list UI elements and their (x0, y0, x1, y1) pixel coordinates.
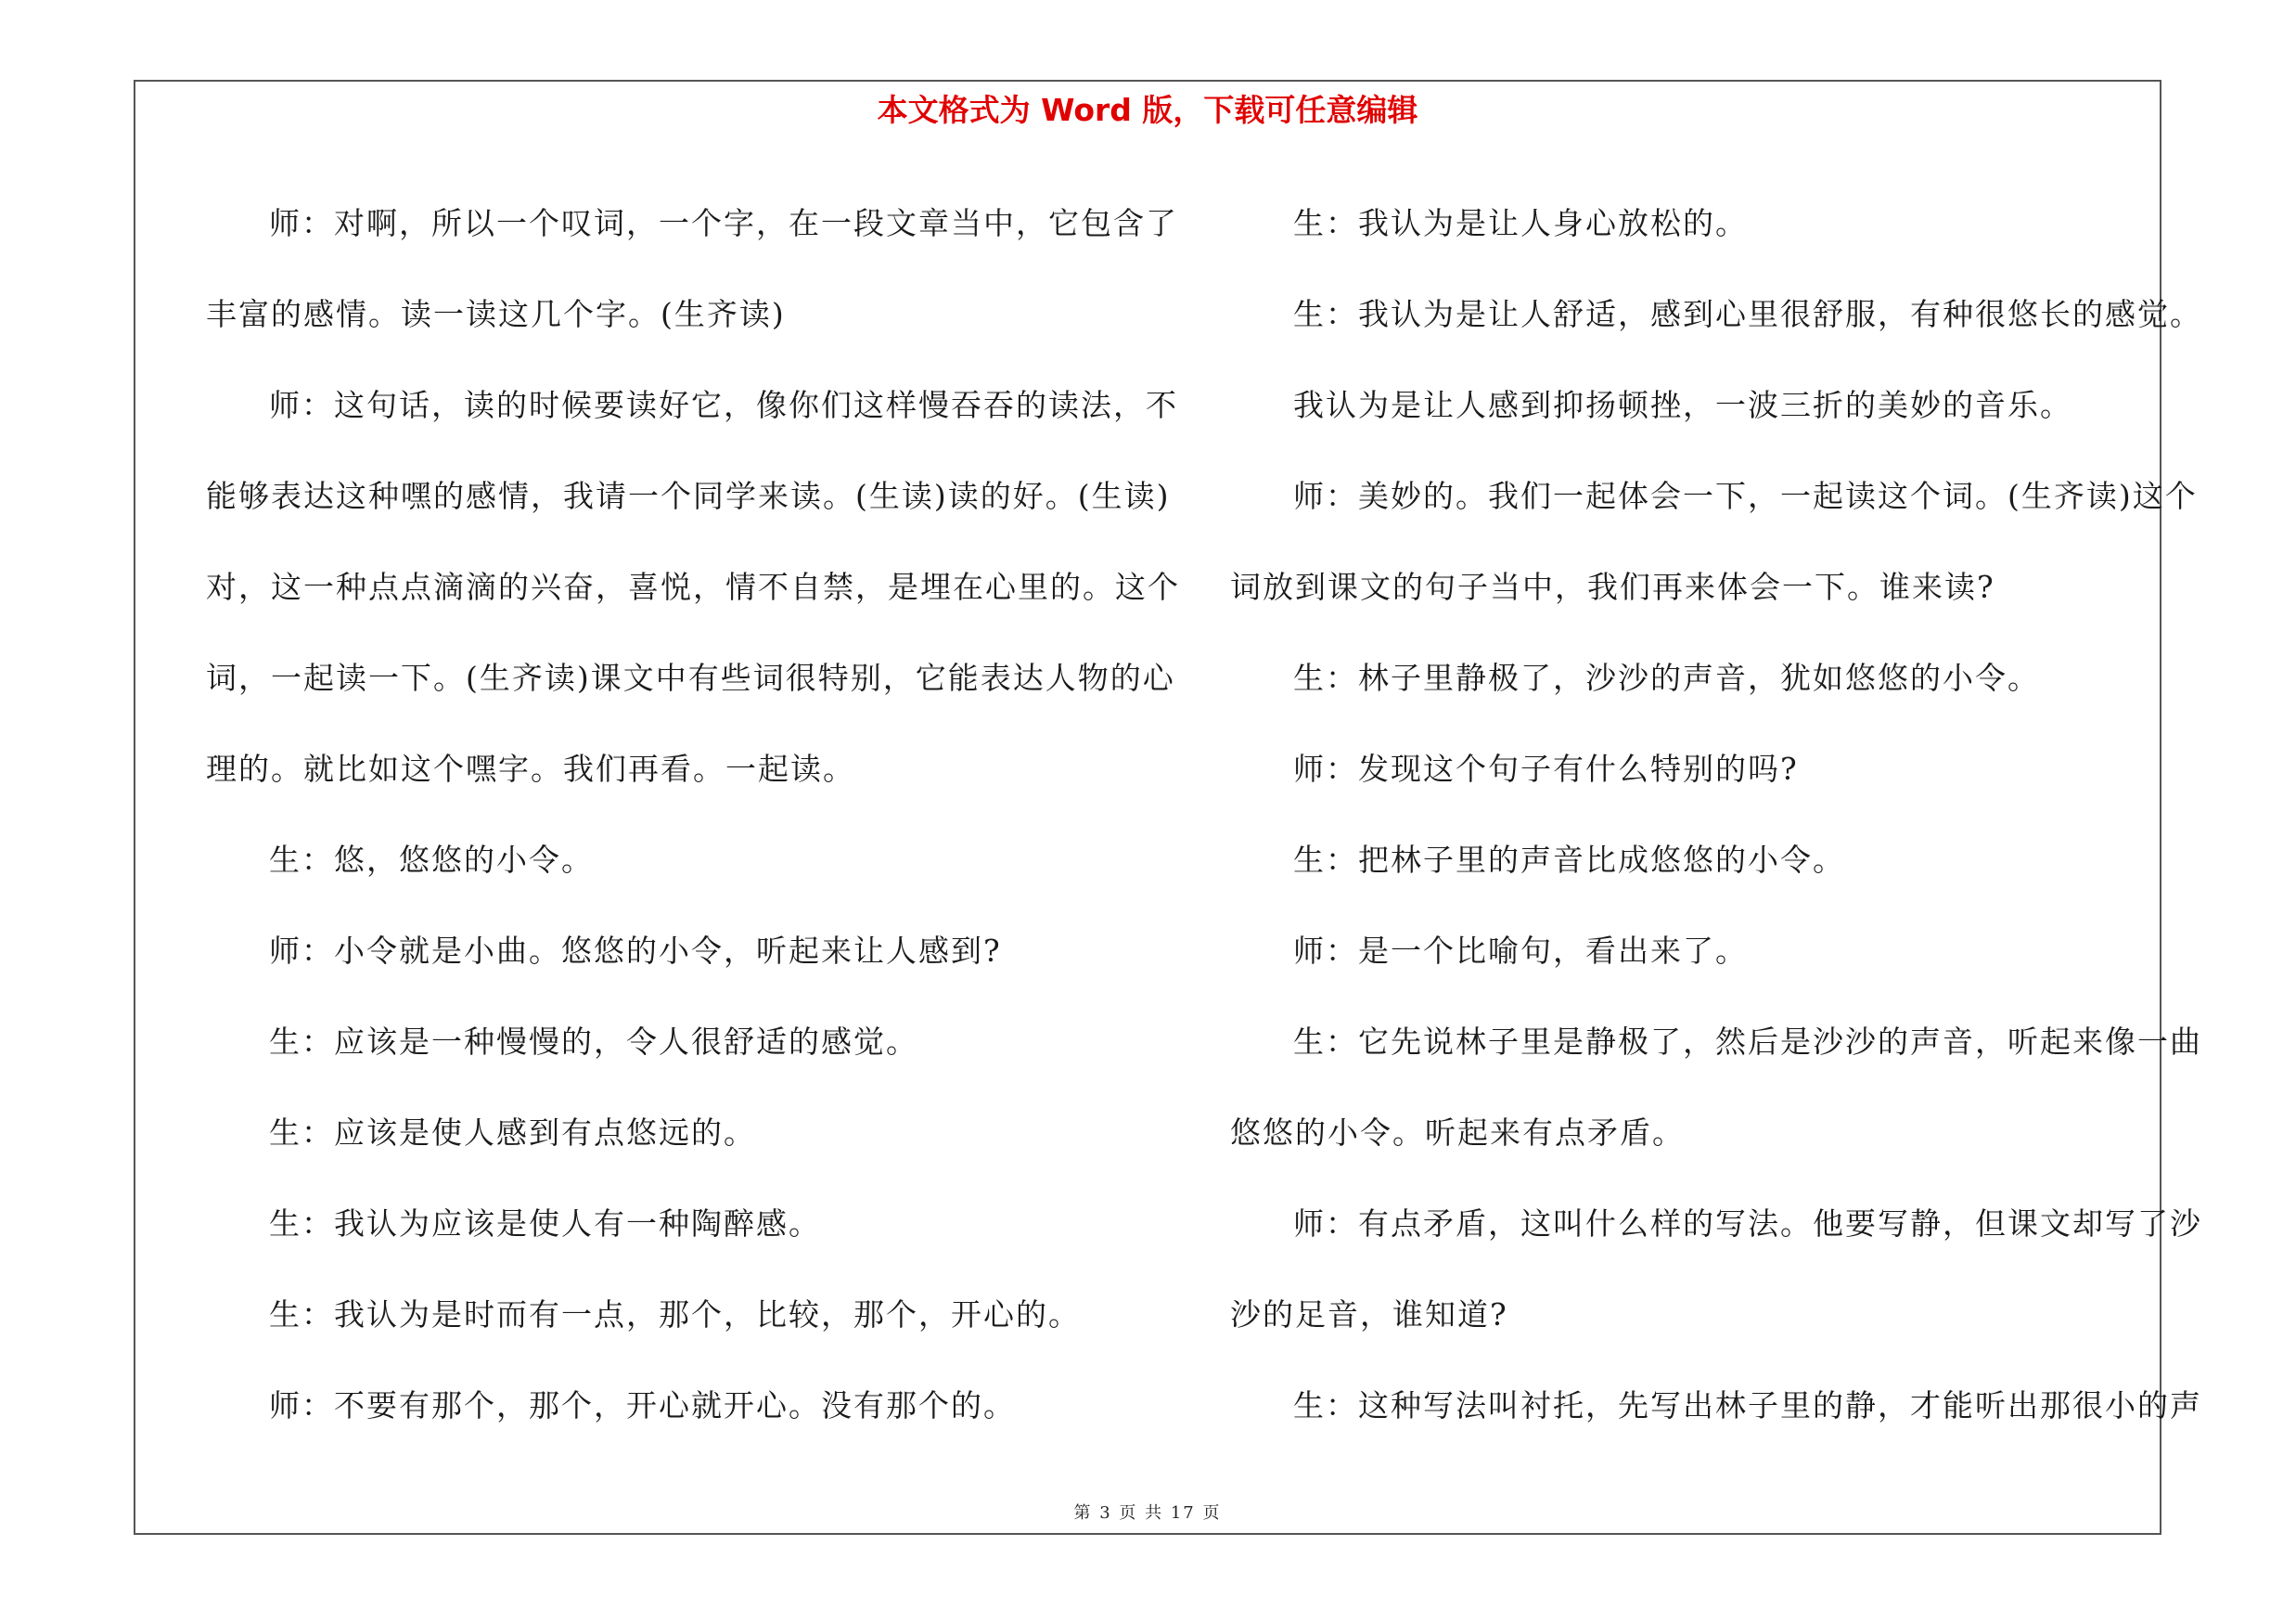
text-line: 生：应该是一种慢慢的，令人很舒适的感觉。 (269, 1024, 918, 1060)
text-line: 生：这种写法叫衬托，先写出林子里的静，才能听出那很小的声 (1293, 1387, 2202, 1423)
right-column (1230, 178, 2202, 1451)
text-line: 生：林子里静极了，沙沙的声音，犹如悠悠的小令。 (1293, 660, 2040, 696)
text-line: 生：我认为是时而有一点，那个，比较，那个，开心的。 (269, 1296, 1081, 1333)
text-line: 师：美妙的。我们一起体会一下，一起读这个词。(生齐读)这个 (1293, 478, 2198, 514)
text-line: 生：悠，悠悠的小令。 (269, 842, 594, 878)
text-line: 丰富的感情。读一读这几个字。(生齐读) (206, 296, 786, 332)
text-line: 生：我认为应该是使人有一种陶醉感。 (269, 1205, 821, 1242)
text-line: 我认为是让人感到抑扬顿挫，一波三折的美妙的音乐。 (1293, 387, 2072, 423)
text-line: 生：它先说林子里是静极了，然后是沙沙的声音，听起来像一曲 (1293, 1024, 2202, 1060)
left-column (206, 178, 1180, 1451)
text-line: 词放到课文的句子当中，我们再来体会一下。谁来读? (1230, 569, 1995, 605)
text-line: 词，一起读一下。(生齐读)课文中有些词很特别，它能表达人物的心 (206, 660, 1175, 696)
page-number: 第 3 页 共 17 页 (1073, 1503, 1222, 1523)
text-line: 师：这句话，读的时候要读好它，像你们这样慢吞吞的读法，不 (269, 387, 1178, 423)
text-line: 悠悠的小令。听起来有点矛盾。 (1230, 1114, 1685, 1151)
text-line: 生：把林子里的声音比成悠悠的小令。 (1293, 842, 1845, 878)
text-line: 沙的足音，谁知道? (1230, 1296, 1508, 1333)
text-line: 师：发现这个句子有什么特别的吗? (1293, 751, 1799, 787)
text-line: 对，这一种点点滴滴的兴奋，喜悦，情不自禁，是埋在心里的。这个 (206, 569, 1180, 605)
text-line: 师：小令就是小曲。悠悠的小令，听起来让人感到? (269, 933, 1002, 969)
text-line: 生：我认为是让人身心放松的。 (1293, 205, 1748, 241)
text-line: 生：我认为是让人舒适，感到心里很舒服，有种很悠长的感觉。 (1293, 296, 2202, 332)
text-line: 生：应该是使人感到有点悠远的。 (269, 1114, 756, 1151)
format-notice: 本文格式为 Word 版，下载可任意编辑 (877, 92, 1418, 128)
page-frame (134, 80, 2202, 1535)
text-line: 师：对啊，所以一个叹词，一个字，在一段文章当中，它包含了 (269, 205, 1178, 241)
text-line: 师：不要有那个，那个，开心就开心。没有那个的。 (269, 1387, 1016, 1423)
text-line: 师：有点矛盾，这叫什么样的写法。他要写静，但课文却写了沙 (1293, 1205, 2202, 1242)
text-line: 师：是一个比喻句，看出来了。 (1293, 933, 1748, 969)
text-line: 理的。就比如这个嘿字。我们再看。一起读。 (206, 751, 855, 787)
text-line: 能够表达这种嘿的感情，我请一个同学来读。(生读)读的好。(生读) (206, 478, 1171, 514)
